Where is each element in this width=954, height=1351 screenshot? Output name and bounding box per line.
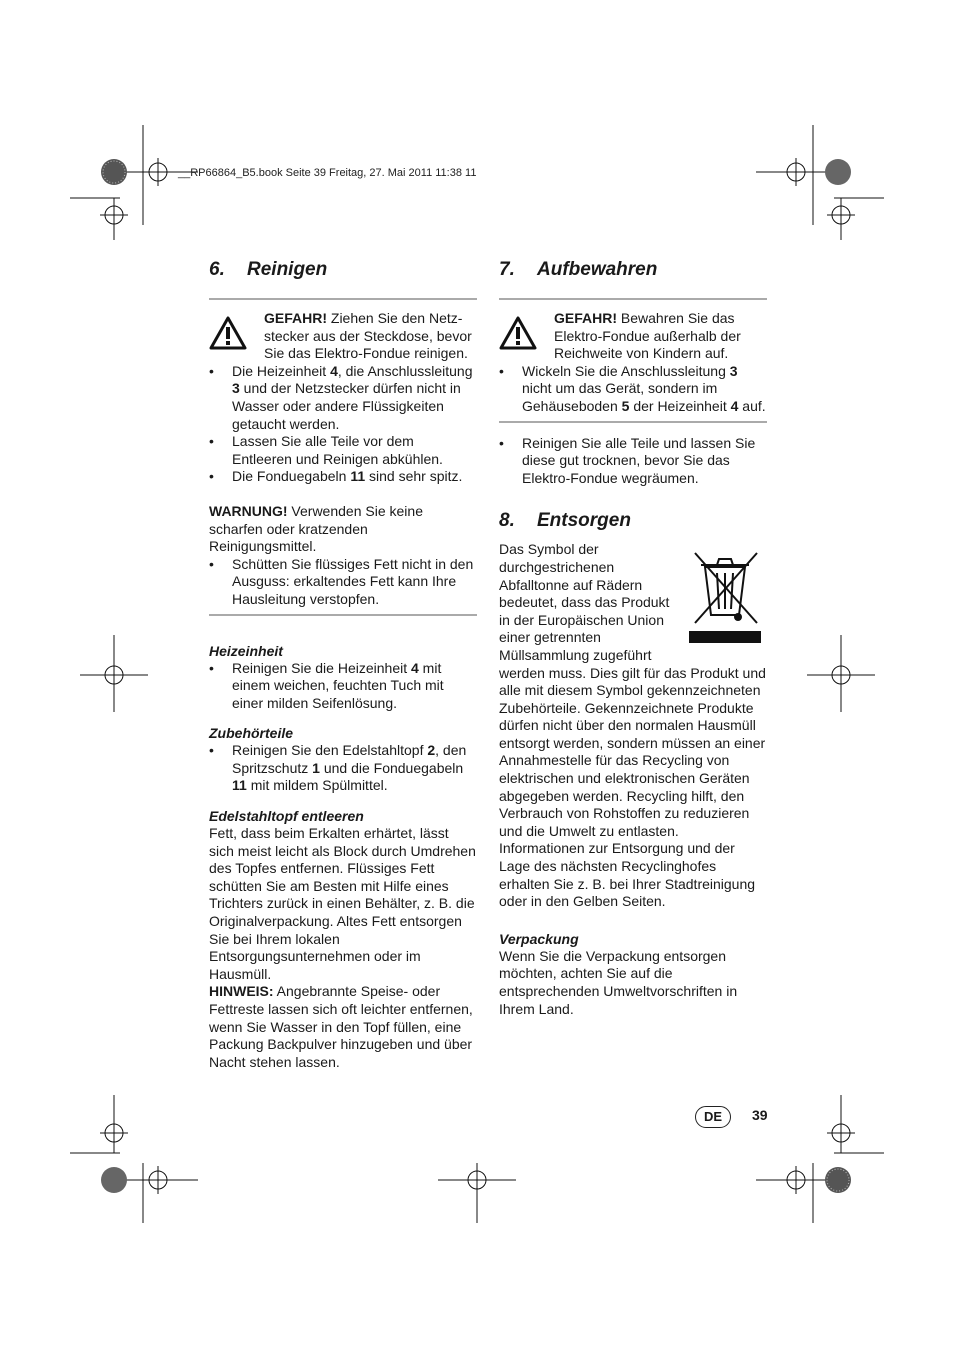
verpackung-heading: Verpackung — [499, 930, 579, 947]
list-item: • Schütten Sie flüssiges Fett nicht in den Ausguss: erkaltendes Fett kann Ihre Hausleitung verstopfen. — [209, 556, 477, 609]
left-column — [209, 258, 477, 1071]
heizeinheit-heading: Heizeinheit — [209, 642, 283, 659]
crossed-out-bin-icon — [681, 545, 767, 645]
list-item: • Lassen Sie alle Teile vor dem Entleeren und Reinigen abkühlen. — [209, 433, 477, 468]
disposal-block — [499, 541, 767, 910]
list-item: • Reinigen Sie alle Teile und lassen Sie diese gut trocknen, bevor Sie das Elektro-Fondue wegräumen. — [499, 435, 767, 488]
section-6-heading: 6. Reinigen — [209, 259, 328, 280]
list-item: • Die Heizeinheit 4, die Anschlussleitung 3 und der Netzstecker dürfen nicht in Wasser oder andere Flüssigkeiten getaucht werden. — [209, 363, 477, 433]
print-file-info: __RP66864_B5.book Seite 39 Freitag, 27. Mai 2011 11:38 11 — [178, 167, 477, 179]
divider — [209, 614, 477, 616]
verpackung-text: Wenn Sie die Verpackung entsorgen möchten, achten Sie auf die entsprechenden Umweltvorschriften in Ihrem Land. — [499, 947, 738, 1017]
list-item: • Wickeln Sie die Anschlussleitung 3 nicht um das Gerät, sondern im Gehäuseboden 5 der Heizeinheit 4 auf. — [499, 363, 767, 416]
divider — [499, 421, 767, 423]
warning-triangle-icon — [209, 316, 247, 350]
list-item: • Reinigen Sie den Edelstahltopf 2, den Spritzschutz 1 und die Fonduegabeln 11 mit mildem Spülmittel. — [209, 742, 477, 795]
language-badge: DE — [695, 1106, 731, 1128]
page-number: 39 — [752, 1107, 768, 1123]
danger-notice: GEFAHR! Bewahren Sie das Elektro-Fondue außerhalb der Reichweite von Kindern auf. — [499, 310, 767, 363]
hinweis-notice: HINWEIS: Angebrannte Speise- oder Fettreste lassen sich oft leichter entfernen, wenn Sie Wasser in den Topf füllen, eine Packung Backpulver hinzugeben und über Nacht stehen lassen. — [209, 983, 473, 1070]
entleeren-heading: Edelstahltopf entleeren — [209, 808, 364, 825]
section-8-heading: 8. Entsorgen — [499, 510, 631, 532]
warning-triangle-icon — [499, 316, 537, 350]
entleeren-text: Fett, dass beim Erkalten erhärtet, lässt sich meist leicht als Block durch Umdrehen des Topfes entfernen. Flüssiges Fett schütten Sie am Besten mit Hilfe eines Trichters zurück in einen Behälter, z. B. die Originalverpackung. Altes Fett entsorgen Sie bei Ihrem lokalen Entsorgungsunternehmen oder im Hausmüll. — [209, 825, 476, 982]
list-item: • Reinigen Sie die Heizeinheit 4 mit einem weichen, feuchten Tuch mit einer milden Seifenlösung. — [209, 660, 477, 713]
divider — [499, 298, 767, 300]
warning-notice: WARNUNG! Verwenden Sie keine scharfen oder kratzenden Reinigungsmittel. — [209, 502, 423, 555]
cleaning-list — [209, 363, 477, 486]
section-7-heading: 7. Aufbewahren — [499, 259, 658, 280]
danger-notice: GEFAHR! Ziehen Sie den Netz-stecker aus der Steckdose, bevor Sie das Elektro-Fondue reinigen. — [209, 310, 477, 363]
disposal-text: Das Symbol der durchgestrichenen Abfalltonne auf Rädern bedeutet, dass das Produkt in der Europäischen Union einer getrennten Müllsammlung zugeführt werden muss. Dies gilt für das Produkt und alle mit diesem Symbol gekennzeichneten Zubehörteile. Gekennzeichnete Produkte dürfen nicht über den normalen Hausmüll entsorgt werden, sondern müssen an einer Annahmestelle für das Recycling von elektrischen und elektronischen Geräten abgegeben werden. Recycling hilft, den Verbrauch von Rohstoffen zu reduzieren und die Umwelt zu entlasten. Informationen zur Entsorgung und der Lage des nächsten Recyclinghofes erhalten Sie z. B. bei Ihrer Stadtreinigung oder in den Gelben Seiten. — [499, 541, 766, 910]
divider — [209, 298, 477, 300]
right-column — [499, 258, 767, 1018]
zubehoer-heading: Zubehörteile — [209, 725, 294, 742]
list-item: • Die Fonduegabeln 11 sind sehr spitz. — [209, 468, 477, 486]
